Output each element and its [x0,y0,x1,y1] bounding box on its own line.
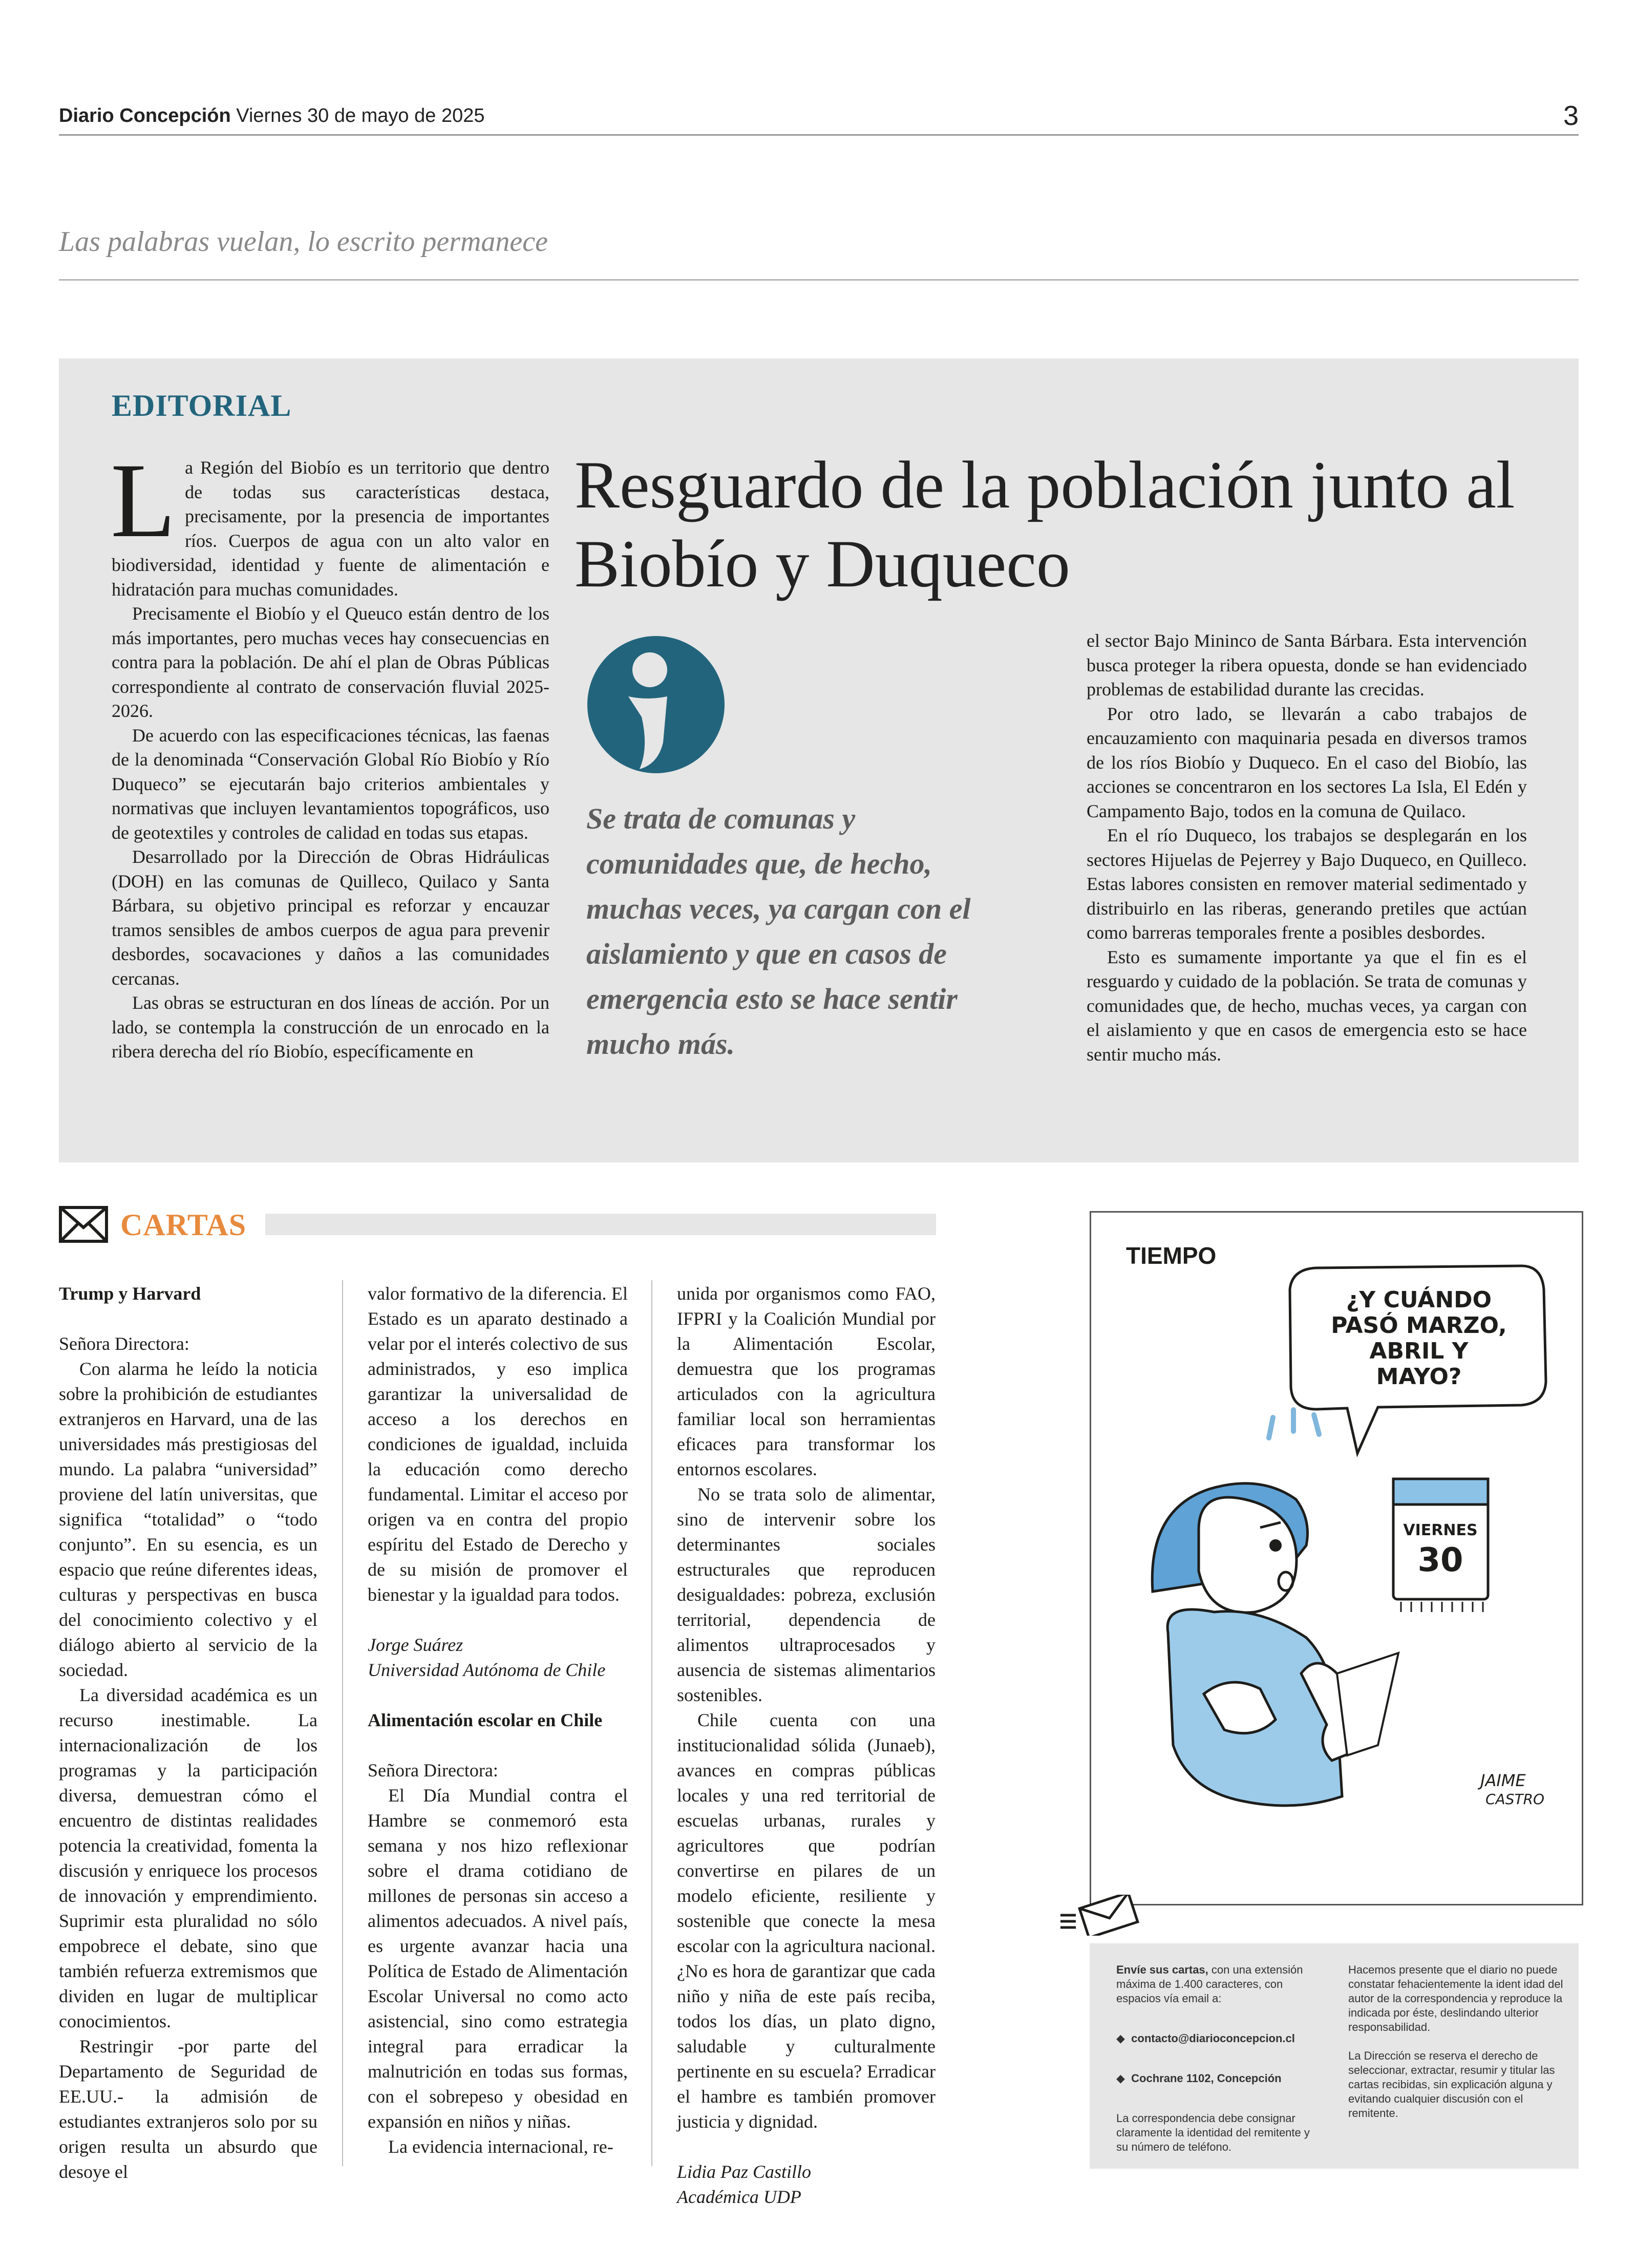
editorial-column-3 [1087,629,1527,1067]
editorial-paragraph: En el río Duqueco, los trabajos se desplegarán en los sectores Hijuelas de Pejerrey y Bajo Duqueco, en Quilleco. Estas labores consisten en remover material sedimentado y distribuirlo en las riberas, generando pretiles que actúan como barreras temporales frente a posibles desbordes. [1087,825,1527,943]
send-letters-label: Envíe sus cartas, [1116,1963,1208,1976]
calendar-icon [1393,1479,1488,1612]
column-divider [342,1280,343,2166]
masthead [59,105,485,127]
editorial-paragraph: Por otro lado, se llevarán a cabo trabajos de encauzamiento con maquinaria pesada en diversos tramos de los ríos Biobío y Duqueco. En el caso del Biobío, las acciones se concentraron en los sectores La Isla, El Edén y Campamento Bajo, todos en la comuna de Quilaco. [1087,703,1527,821]
editorial-column-1 [111,441,549,1064]
cartoonist-signature: JAIME [1480,1771,1526,1790]
cartoon-panel [1090,1211,1583,1905]
header-rule [59,134,1579,136]
column-divider [651,1280,652,2166]
calendar-day: VIERNES [1403,1521,1478,1539]
letters-column-1 [59,1281,317,2185]
letters-column-2 [368,1281,628,2159]
dropcap: L [111,441,176,559]
letter-author: Lidia Paz Castillo [677,2161,812,2182]
speech-line: MAYO? [1376,1364,1462,1390]
page-number: 3 [1563,100,1579,131]
info-icon [586,635,726,774]
letter-paragraph: unida por organismos como FAO, IFPRI y la Coalición Mundial por la Alimentación Escolar, demuestra que los programas articulados con la agricultura familiar local son herramientas eficaces para transformar los entornos escolares. [677,1283,936,1479]
contact-address: Cochrane 1102, Concepción [1131,2072,1282,2085]
slogan-rule [59,279,1579,281]
letter-salutation: Señora Directora: [59,1333,189,1354]
editorial-paragraph: Esto es sumamente importante ya que el fin es el resguardo y cuidado de la población. Se trata de comunas y comunidades que, de hecho, muchas veces, ya cargan con el aislamiento y que en casos de emergencia esto se hace sentir mucho más. [1087,946,1527,1065]
letter-paragraph: La diversidad académica es un recurso inestimable. La internacionalización de los programas y la participación diversa, demuestran cómo el encuentro de distintas realidades potencia la creatividad, fomenta la discusión y enriquece los procesos de innovación y emprendimiento. Suprimir esta pluralidad no sólo empobrece el debate, sino que también refuerza extremismos que dividen en lugar de multiplicar conocimientos. [59,1685,317,2031]
cartoonist-signature: CASTRO [1485,1791,1545,1808]
letter-paragraph: El Día Mundial contra el Hambre se conmemoró esta semana y nos hizo reflexionar sobre el drama cotidiano de millones de personas sin acceso a alimentos adecuados. A nivel país, es urgente avanzar hacia una Política de Estado de Alimentación Escolar Universal no como acto asistencial, sino como estrategia integral para erradicar la malnutrición en todas sus formas, con el sobrepeso y obesidad en expansión en niños y niñas. [368,1785,628,2132]
letter-paragraph: No se trata solo de alimentar, sino de intervenir sobre los determinantes sociales estructurales que reproducen desigualdades: pobreza, exclusión territorial, dependencia de alimentos ultraprocesados y ausencia de sistemas alimentarios sostenibles. [677,1484,936,1705]
letter-salutation: Señora Directora: [368,1760,498,1781]
editorial-label: EDITORIAL [112,389,292,422]
pull-quote: Se trata de comunas y comunidades que, de hecho, muchas veces, ya cargan con el aislamiento y que en casos de emergencia esto se hace sentir mucho más. [586,802,971,1061]
editorial-headline: Resguardo de la población junto al Biobío y Duqueco [575,447,1515,601]
letter-paragraph: La evidencia internacional, re- [388,2136,613,2157]
cartas-bar [265,1214,936,1235]
info-box: Envíe sus cartas, con una extensión máxima de 1.400 caracteres, con espacios vía email a: ◆ contacto@diarioconcepcion.cl ◆ Cochrane 1102, Concepción La correspondencia debe consignar claramente la identidad del remitente y su número de teléfono. Hacemos presente que el diario no puede constatar fehacientemente la ident idad del autor de la correspondencia y reproduce la indicada por éste, deslindando ulterior responsabilidad. La Dirección se reserva el derecho de seleccionar, extractar, resumir y titular las cartas recibidas, sin explicación alguna y evitando cualquier discusión con el remitente. [1090,1943,1579,2169]
character-illustration [1152,1483,1398,1806]
cartoon-title: TIEMPO [1126,1242,1217,1269]
editorial-paragraph: Precisamente el Biobío y el Queuco están dentro de los más importantes, pero muchas veces hay consecuencias en contra para la población. De ahí el plan de Obras Públicas correspondiente al contrato de conservación fluvial 2025-2026. [112,603,549,721]
letter-title: Trump y Harvard [59,1283,201,1304]
letter-title: Alimentación escolar en Chile [368,1710,603,1730]
speech-line: ABRIL Y [1369,1338,1469,1364]
disclaimer-text: Hacemos presente que el diario no puede constatar fehacientemente la ident idad del autor de la correspondencia y reproduce la indicada por éste, deslindando ulterior responsabilidad. [1348,1963,1563,2033]
correspondence-note: La correspondencia debe consignar claramente la identidad del remitente y su número de teléfono. [1116,2112,1310,2153]
editorial-paragraph: el sector Bajo Mininco de Santa Bárbara. Esta intervención busca proteger la ribera opuesta, donde se han evidenciado problemas de estabilidad durante las crecidas. [1087,630,1527,700]
letter-paragraph: Con alarma he leído la noticia sobre la prohibición de estudiantes extranjeros en Harvard, una de las universidades más prestigiosas del mundo. La palabra “universidad” proviene del latín universitas, que significa “totalidad” o “todo conjunto”. En su esencia, es un espacio que reúne diferentes ideas, culturas y perspectivas en busca del conocimiento colectivo y el diálogo abierto al servicio de la sociedad. [59,1359,317,1680]
letter-affiliation: Universidad Autónoma de Chile [368,1660,606,1680]
letter-author: Jorge Suárez [368,1635,463,1655]
letters-column-3 [677,1281,936,2210]
section-slogan: Las palabras vuelan, lo escrito permanece [59,226,548,258]
letter-paragraph: Restringir -por parte del Departamento de Seguridad de EE.UU.- la admisión de estudiantes extranjeros solo por su origen resulta un absurdo que desoye el [59,2036,317,2182]
paper-name: Diario Concepción [59,105,231,126]
calendar-number: 30 [1417,1541,1463,1579]
send-letters-text: con una extensión máxima de 1.400 caracteres, con espacios vía email a: [1116,1963,1303,2005]
speech-line: PASÓ MARZO, [1331,1312,1507,1339]
letter-paragraph: Chile cuenta con una institucionalidad sólida (Junaeb), avances en compras públicas locales y una red territorial de escuelas urbanas, rurales y agricultores que podrían convertirse en pilares de un modelo eficiente, resiliente y sostenible que conecte la mesa escolar con la agricultura nacional. ¿No es hora de garantizar que cada niño y niña de este país reciba, todos los días, un plato digno, saludable y culturalmente pertinente en su escuela? Erradicar el hambre es también promover justicia y dignidad. [677,1710,936,2132]
cartas-label: CARTAS [120,1208,247,1242]
cartoon-drawing [1091,1213,1582,1904]
envelope-icon [59,1206,108,1243]
editorial-paragraph: Las obras se estructuran en dos líneas de acción. Por un lado, se contempla la construcción de un enrocado en la ribera derecha del río Biobío, específicamente en [112,992,549,1062]
editorial-paragraph: De acuerdo con las especificaciones técnicas, las faenas de la denominada “Conservación Global Río Biobío y Río Duqueco” se ejecutarán bajo criterios ambientales y normativas que incluyen levantamientos topográficos, uso de geotextiles y controles de calidad en todas sus etapas. [112,725,549,843]
letter-affiliation: Académica UDP [677,2187,801,2207]
letter-paragraph: valor formativo de la diferencia. El Estado es un aparato destinado a velar por el interés colectivo de sus administrados, y eso implica garantizar la universalidad de acceso a los derechos en condiciones de igualdad, incluida la educación como derecho fundamental. Limitar el acceso por origen va en contra del propio espíritu del Estado de Derecho y de su misión de promover el bienestar y la igualdad para todos. [368,1283,628,1605]
issue-date: Viernes 30 de mayo de 2025 [236,105,485,126]
editorial-paragraph: a Región del Biobío es un territorio que dentro de todas sus características destaca, precisamente, por la presencia de importantes ríos. Cuerpos de agua con un alto valor en biodiversidad, identidad y fuente de alimentación e hidratación para muchas comunidades. [112,457,549,600]
speech-line: ¿Y CUÁNDO [1346,1287,1492,1313]
contact-email[interactable]: contacto@diarioconcepcion.cl [1131,2032,1295,2045]
mail-icon [1057,1895,1139,1936]
editorial-paragraph: Desarrollado por la Dirección de Obras Hidráulicas (DOH) en las comunas de Quilleco, Quilaco y Santa Bárbara, su objetivo principal es reforzar y encauzar tramos sensibles de ambos cuerpos de agua para prevenir desbordes, socavaciones y daños a las comunidades cercanas. [112,846,549,989]
rights-text: La Dirección se reserva el derecho de seleccionar, extractar, resumir y titular las cartas recibidas, sin explicación alguna y evitando cualquier discusión con el remitente. [1348,2049,1555,2119]
